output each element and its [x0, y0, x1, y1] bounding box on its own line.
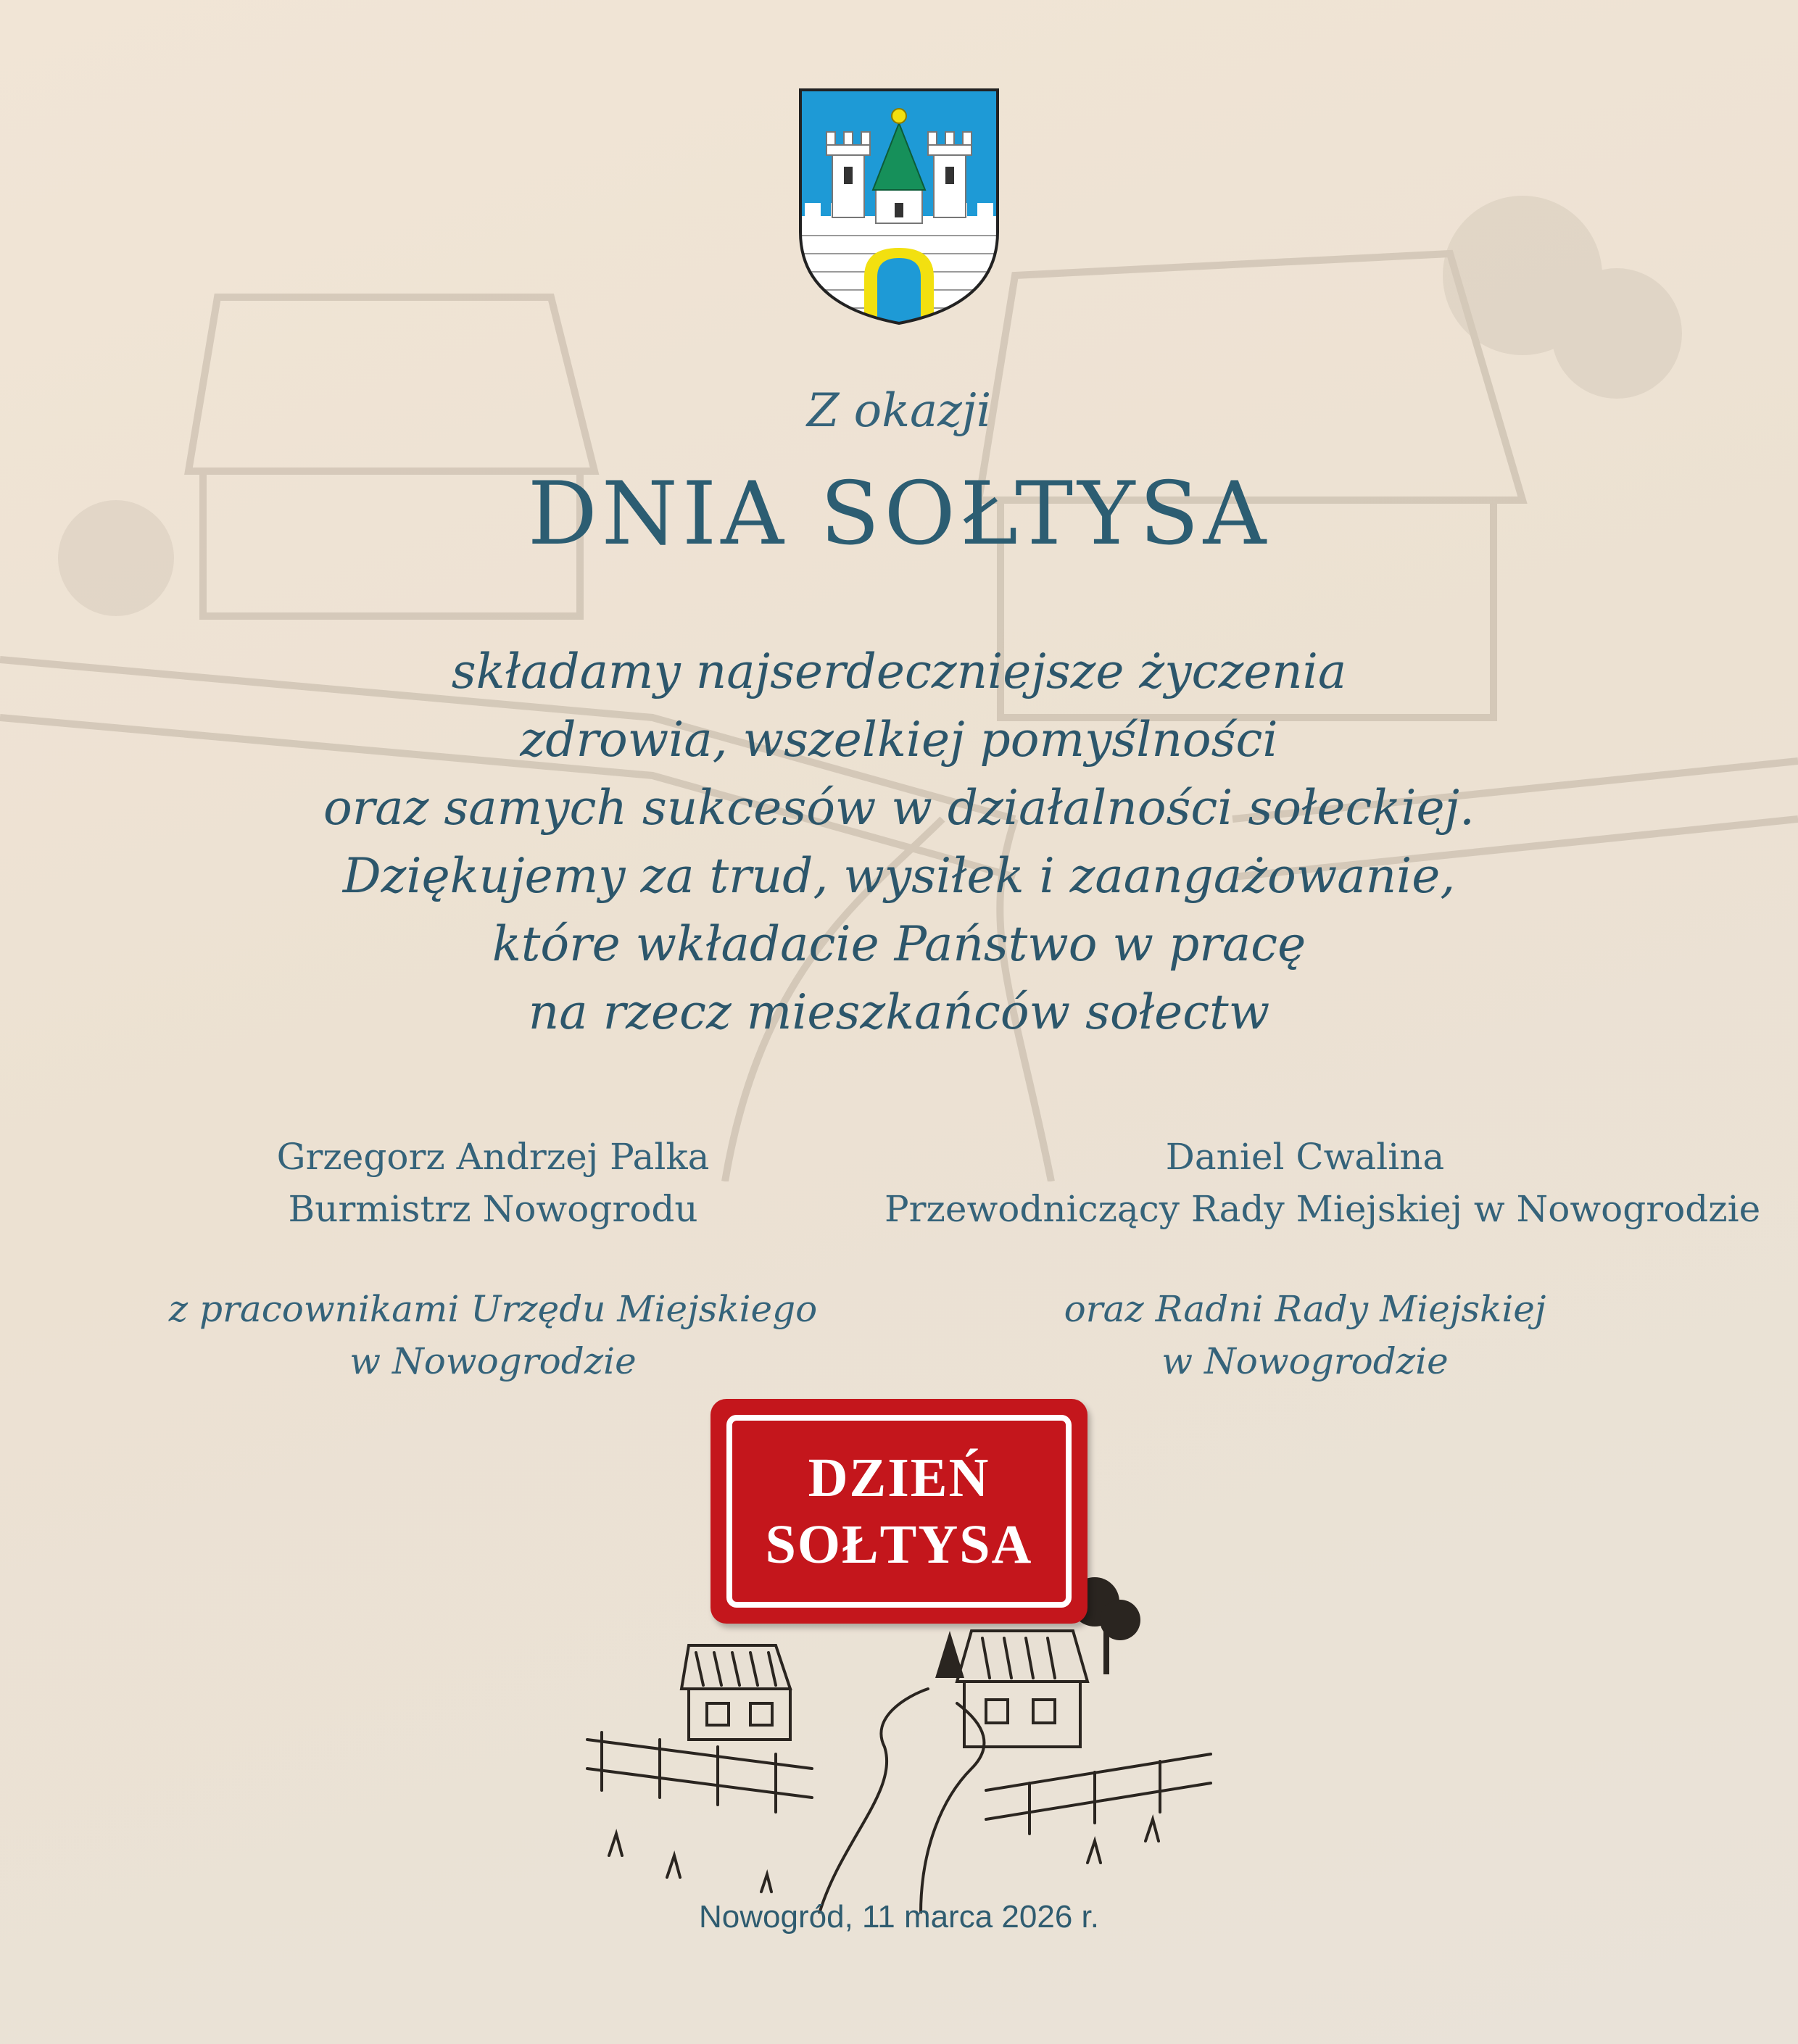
page-title: DNIA SOŁTYSA: [527, 464, 1271, 565]
coat-of-arms-icon: [798, 87, 1000, 326]
sign-line: SOŁTYSA: [765, 1514, 1033, 1575]
footer-date: Nowogród, 11 marca 2026 r.: [699, 1899, 1099, 1935]
road-sign-frame: [726, 1415, 1072, 1608]
signature-line: w Nowogrodzie: [1161, 1340, 1449, 1382]
wishes-text: [0, 638, 1798, 1047]
wishes-line: zdrowia, wszelkiej pomyślności: [520, 712, 1278, 768]
signature-line: oraz Radni Rady Miejskiej: [1064, 1288, 1546, 1330]
sign-line: DZIEŃ: [808, 1447, 990, 1508]
wishes-line: Dziękujemy za trud, wysiłek i zaangażowanie,: [342, 848, 1456, 904]
signature-line: z pracownikami Urzędu Miejskiego: [168, 1288, 818, 1330]
signature-name: Grzegorz Andrzej Palka: [276, 1136, 710, 1178]
signature-name: Daniel Cwalina: [1165, 1136, 1445, 1178]
road-sign-icon: [710, 1399, 1088, 1624]
intro-text: Z okazji: [806, 384, 992, 438]
signature-office-staff: [130, 1283, 856, 1387]
signature-role: Burmistrz Nowogrodu: [288, 1188, 698, 1230]
signature-line: w Nowogrodzie: [349, 1340, 637, 1382]
wishes-line: oraz samych sukcesów w działalności sołeckiej.: [323, 780, 1475, 836]
wishes-line: które wkładacie Państwo w pracę: [492, 916, 1306, 972]
signature-council-chair: [884, 1131, 1761, 1235]
wishes-line: na rzecz mieszkańców sołectw: [528, 984, 1270, 1040]
wishes-line: składamy najserdeczniejsze życzenia: [451, 644, 1347, 699]
signature-mayor: [130, 1131, 856, 1235]
signature-role: Przewodniczący Rady Miejskiej w Nowogrodzie: [884, 1188, 1761, 1230]
signature-councillors: [884, 1283, 1726, 1387]
